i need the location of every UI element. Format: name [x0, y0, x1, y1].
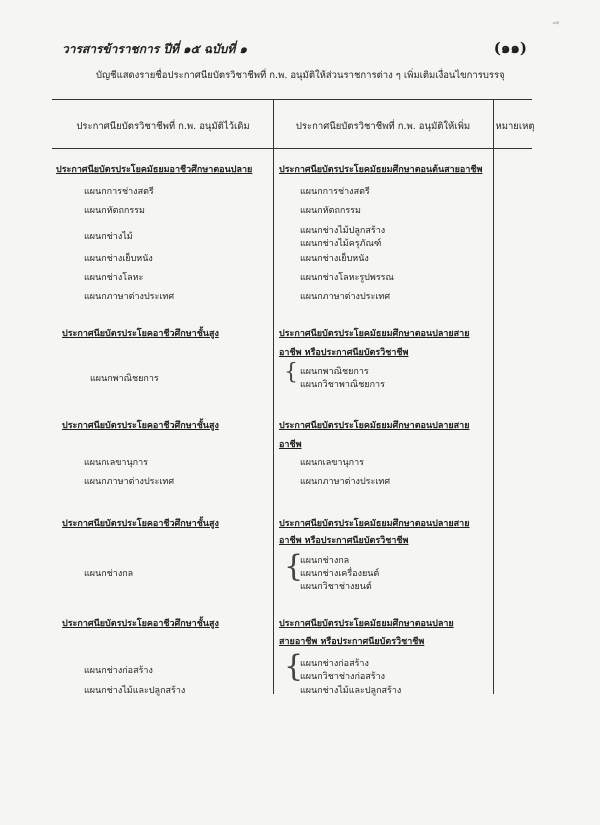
left-heading: ประกาศนียบัตรประโยคอาชีวศึกษาชั้นสูง [62, 519, 219, 529]
right-item: แผนกช่างไม้ครุภัณฑ์ [300, 239, 382, 249]
brace-mark: { [284, 360, 298, 385]
right-item: แผนกภาษาต่างประเทศ [300, 477, 391, 487]
left-heading: ประกาศนียบัตรประโยคอาชีวศึกษาชั้นสูง [62, 329, 219, 339]
right-item: แผนกพาณิชยการ [300, 367, 369, 377]
column-header-original: ประกาศนียบัตรวิชาชีพที่ ก.พ. อนุมัติไว้เดิม [76, 121, 250, 132]
page-number: (๑๑) [493, 39, 527, 57]
right-item: แผนกเลขานุการ [300, 458, 364, 468]
column-divider-right [493, 99, 494, 694]
right-heading: ประกาศนียบัตรประโยคมัธยมศึกษาตอนปลายสาย [279, 329, 470, 339]
right-heading: ประกาศนียบัตรประโยคมัธยมศึกษาตอนปลายสาย [279, 519, 470, 529]
left-heading: ประกาศนียบัตรประโยคอาชีวศึกษาชั้นสูง [62, 619, 219, 629]
left-item: แผนกหัตถกรรม [84, 206, 145, 216]
table-top-border [52, 99, 532, 100]
right-item: แผนกวิชาช่างยนต์ [300, 582, 372, 592]
right-item: แผนกการช่างสตรี [300, 187, 370, 197]
right-item: แผนกหัตถกรรม [300, 206, 361, 216]
journal-title: วารสารข้าราชการ ปีที่ ๑๕ ฉบับที่ ๑ [62, 42, 248, 56]
left-item: แผนกช่างก่อสร้าง [84, 666, 153, 676]
brace-mark: { [284, 649, 304, 684]
right-item: แผนกวิชาพาณิชยการ [300, 380, 385, 390]
right-heading-cont: อาชีพ หรือประกาศนียบัตรวิชาชีพ [279, 536, 409, 546]
right-heading-cont: อาชีพ หรือประกาศนียบัตรวิชาชีพ [279, 348, 409, 358]
left-item: แผนกช่างโลหะ [84, 273, 144, 283]
left-item: แผนกช่างไม้และปลูกสร้าง [84, 686, 186, 696]
document-subtitle: บัญชีแสดงรายชื่อประกาศนียบัตรวิชาชีพที่ ก.พ. อนุมัติให้ส่วนราชการต่าง ๆ เพิ่มเติมเงื่อนไขการบรรจุ [96, 70, 505, 81]
left-item: แผนกช่างกล [84, 569, 134, 579]
right-heading-cont: อาชีพ [279, 440, 302, 450]
right-item: แผนกช่างโลหะรูปพรรณ [300, 273, 394, 283]
left-item: แผนกช่างไม้ [84, 232, 133, 242]
right-item: แผนกช่างไม้ปลูกสร้าง [300, 226, 386, 236]
table-header-border [52, 148, 532, 149]
right-item: แผนกภาษาต่างประเทศ [300, 292, 391, 302]
right-item: แผนกช่างกล [300, 556, 350, 566]
column-header-added: ประกาศนียบัตรวิชาชีพที่ ก.พ. อนุมัติให้เพิ่ม [295, 121, 471, 132]
left-item: แผนกการช่างสตรี [84, 187, 154, 197]
right-heading-cont: สายอาชีพ หรือประกาศนียบัตรวิชาชีพ [279, 637, 425, 647]
right-item: แผนกช่างเย็บหนัง [300, 254, 369, 264]
left-item: แผนกพาณิชยการ [90, 374, 159, 384]
right-item: แผนกช่างก่อสร้าง [300, 659, 369, 669]
left-item: แผนกเลขานุการ [84, 458, 148, 468]
right-heading: ประกาศนียบัตรประโยคมัธยมศึกษาตอนปลายสาย [279, 421, 470, 431]
left-item: แผนกช่างเย็บหนัง [84, 254, 153, 264]
right-item: แผนกวิชาช่างก่อสร้าง [300, 672, 386, 682]
brace-mark: { [284, 549, 304, 584]
column-divider-left [273, 99, 274, 694]
left-item: แผนกภาษาต่างประเทศ [84, 292, 175, 302]
right-heading: ประกาศนียบัตรประโยคมัธยมศึกษาตอนปลาย [279, 619, 454, 629]
left-item: แผนกภาษาต่างประเทศ [84, 477, 175, 487]
left-heading: ประกาศนียบัตรประโยคมัธยมอาชีวศึกษาตอนปลาย [56, 165, 253, 175]
right-item: แผนกช่างไม้และปลูกสร้าง [300, 686, 402, 696]
right-heading: ประกาศนียบัตรประโยคมัธยมศึกษาตอนต้นสายอาชีพ [279, 165, 483, 175]
left-heading: ประกาศนียบัตรประโยคอาชีวศึกษาชั้นสูง [62, 421, 219, 431]
column-header-note: หมายเหตุ [495, 121, 535, 132]
right-item: แผนกช่างเครื่องยนต์ [300, 569, 380, 579]
